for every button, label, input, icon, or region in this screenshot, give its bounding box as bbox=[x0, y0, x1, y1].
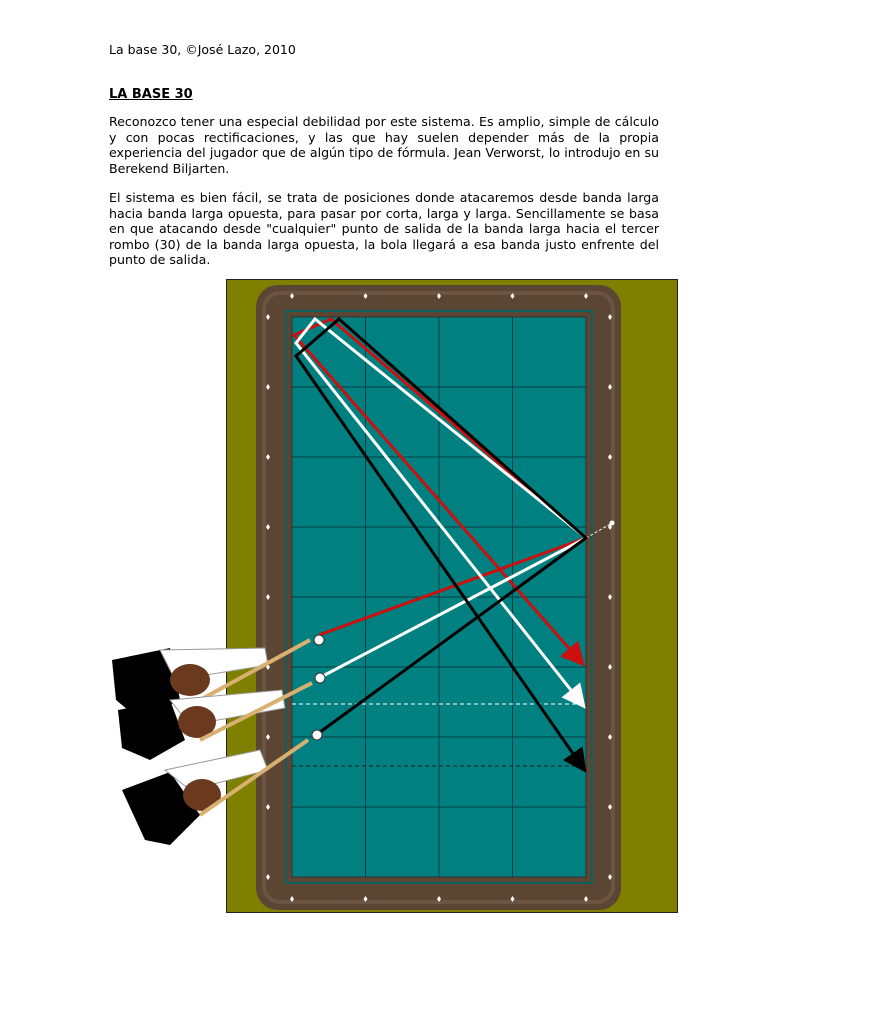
cue-ball-black bbox=[312, 730, 322, 740]
diamond-30-marker bbox=[610, 521, 615, 526]
paragraph-intro: Reconozco tener una especial debilidad por este sistema. Es amplio, simple de cálculo y con pocas rectificaciones, y las que hay suelen depender más de la propia experiencia del jugador que de algún tipo de fórmula. Jean Verworst, lo introdujo en su Berekend Biljarten. bbox=[109, 114, 659, 176]
cue-ball-white bbox=[315, 673, 325, 683]
running-header: La base 30, ©José Lazo, 2010 bbox=[109, 42, 296, 57]
diamond-label-30: 30 bbox=[851, 794, 871, 813]
billiard-diagram bbox=[226, 279, 871, 913]
section-title: LA BASE 30 bbox=[109, 87, 193, 102]
cue-ball-red bbox=[314, 635, 324, 645]
paragraph-system: El sistema es bien fácil, se trata de posiciones donde atacaremos desde banda larga hacia banda larga opuesta, para pasar por corta, larga y larga. Sencillamente se basa en que atacando desde "cualquier" punto de salida de la banda larga hacia el tercer rombo (30) de la banda larga opuesta, la bola llegará a esa banda justo enfrente del punto de salida. bbox=[109, 190, 659, 267]
billiard-table-svg bbox=[226, 279, 678, 913]
